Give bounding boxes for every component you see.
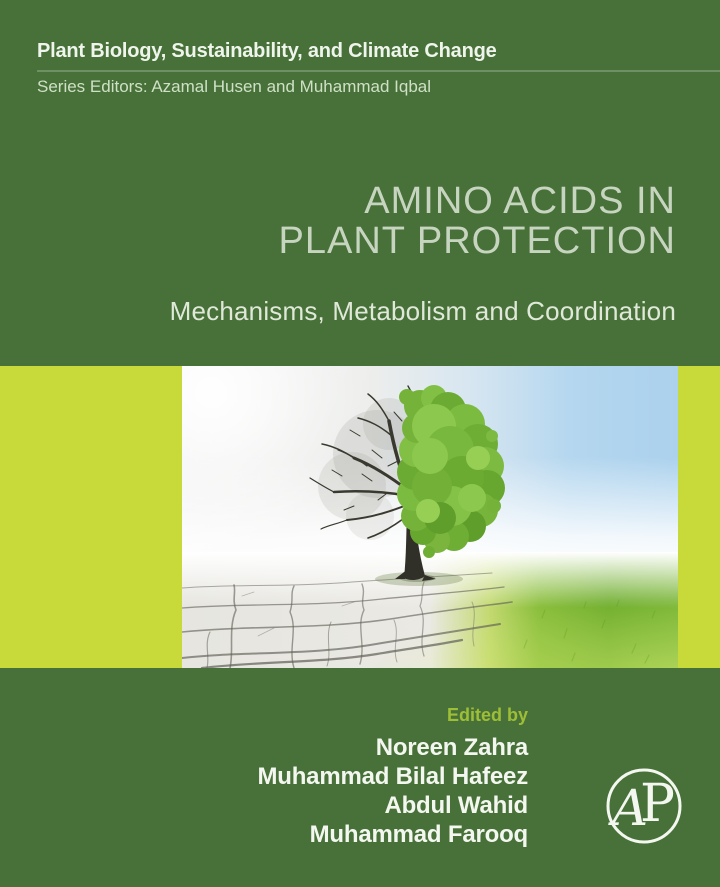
logo-letter-a: A xyxy=(612,779,649,837)
green-foliage xyxy=(397,385,505,558)
cover-accent-band xyxy=(0,366,720,668)
book-subtitle: Mechanisms, Metabolism and Coordination xyxy=(169,296,676,326)
series-editors: Series Editors: Azamal Husen and Muhammad Iqbal xyxy=(37,77,432,96)
editor-name: Noreen Zahra xyxy=(375,734,528,761)
editors-block xyxy=(257,705,528,849)
editor-name: Abdul Wahid xyxy=(384,792,528,819)
book-title xyxy=(279,181,676,261)
logo-letter-p: P xyxy=(640,774,675,834)
series-title: Plant Biology, Sustainability, and Climate Change xyxy=(37,40,497,62)
academic-press-logo-icon xyxy=(605,767,683,845)
grass-texture xyxy=(524,600,655,663)
series-divider xyxy=(37,70,720,72)
editor-name: Muhammad Bilal Hafeez xyxy=(257,763,528,790)
book-title-line-2: PLANT PROTECTION xyxy=(278,220,676,262)
edited-by-label: Edited by xyxy=(446,705,528,725)
editor-name: Muhammad Farooq xyxy=(309,821,528,848)
cracked-earth-lines xyxy=(182,573,512,668)
cover-photo xyxy=(182,366,678,668)
half-dead-half-green-tree-illustration xyxy=(182,366,678,668)
book-title-line-1: AMINO ACIDS IN xyxy=(364,180,676,222)
